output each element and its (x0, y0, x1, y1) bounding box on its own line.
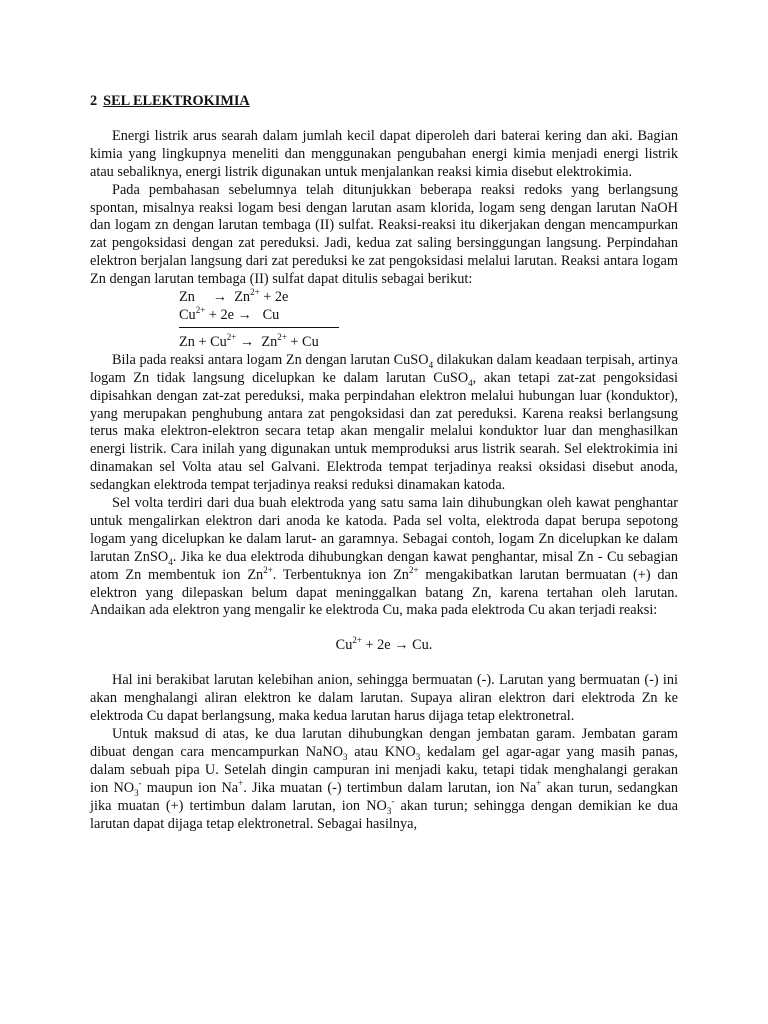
section-number: 2 (90, 93, 98, 109)
paragraph-4: Sel volta terdiri dari dua buah elektroda yang satu sama lain dihubungkan oleh kawat penghantar untuk mengalirkan elektron dari anoda ke katoda. Pada sel volta, elektroda dapat berupa sepotong logam yang dicelupkan ke dalam larut- an garamnya. Sebagai contoh, logam Zn dicelupkan ke dalam larutan ZnSO$_4$. Jika ke dua elektroda dihubungkan dengan kawat penghantar, misal Zn - Cu sebagian atom Zn membentuk ion $Zn^{2+}$. Terbentuknya ion $Zn^{2+}$ mengakibatkan larutan bermuatan (+) dan elektron yang dilepaskan belum dapat meninggalkan batang Zn, karena tertahan oleh larutan. Andaikan ada elektron yang mengalir ke elektroda Cu, maka pada elektroda Cu akan terjadi reaksi: (90, 495, 678, 619)
paragraph-6: Untuk maksud di atas, ke dua larutan dihubungkan dengan jembatan garam. Jembatan garam dibuat dengan cara mencampurkan NaNO$_3$ atau $KNO_3$ kedalam gel agar-agar yang masih panas, dalam sebuah pipa U. Setelah dingin campuran ini menjadi kaku, tetapi tidak menghalangi gerakan ion $NO_3^-$ maupun ion Na+. Jika muatan (-) tertimbun dalam larutan, ion Na+ akan turun, sedangkan jika muatan (+) tertimbun dalam larutan, ion $NO_3^-$ akan turun; sehingga dengan demikian ke dua larutan dapat dijaga tetap elektronetral. Sebagai hasilnya, (90, 726, 678, 832)
reaction-block (179, 289, 678, 352)
paragraph-3: Bila pada reaksi antara logam Zn dengan larutan CuSO$_4$ dilakukan dalam keadaan terpisah, artinya logam Zn tidak langsung dicelupkan ke dalam larutan CuSO$_4$, akan tetapi zat-zat pengoksidasi dipisahkan dengan zat-zat pereduksi, maka perpindahan elektron melalui hubungan luar (konduktor), yang merupakan penghubung antara zat pengoksidasi dan zat pereduksi. Karena reaksi berlangsung terus maka elektron-elektron secara tetap akan mengalir melalui konduktor luar dan menghasilkan energi listrik. Cara inilah yang digunakan untuk memproduksi arus listrik searah. Sel elektrokimia ini dinamakan sel Volta atau sel Galvani. Elektroda tempat terjadinya reaksi oksidasi disebut anoda, sedangkan elektroda tempat terjadinya reaksi reduksi dinamakan katoda. (90, 351, 678, 494)
paragraph-1: Energi listrik arus searah dalam jumlah kecil dapat diperoleh dari baterai kering dan aki. Bagian kimia yang lingkupnya meneliti dan menggunakan pengubahan energi kimia menjadi energi listrik atau sebaliknya, energi listrik digunakan untuk menjalankan reaksi kimia disebut elektrokimia. (90, 127, 678, 180)
document-body (90, 93, 678, 833)
equation-cathode: $Cu^{2+} + 2e \to Cu$. (335, 635, 433, 654)
section-title: SEL ELEKTROKIMIA (103, 93, 250, 109)
paragraph-2: Pada pembahasan sebelumnya telah ditunjukkan beberapa reaksi redoks yang berlangsung spontan, misalnya reaksi logam besi dengan larutan asam klorida, logam seng dengan larutan NaOH dan logam zn dengan larutan tembaga (II) sulfat. Reaksi-reaksi itu dikerjakan dengan mencampurkan zat pengoksidasi dengan zat pereduksi. Jadi, kedua zat saling bersinggungan langsung. Perpindahan elektron berjalan langsung dari zat pereduksi ke zat pengoksidasi melalui larutan. Reaksi antara logam Zn dengan larutan tembaga (II) sulfat dapat ditulis sebagai berikut: (90, 181, 678, 288)
equation-overall: $Zn + Cu^{2+} \to Zn^{2+} + Cu$ (179, 332, 319, 350)
equation-divider (179, 327, 339, 328)
paragraph-5: Hal ini berakibat larutan kelebihan anion, sehingga bermuatan (-). Larutan yang bermuatan (-) ini akan menghalangi aliran elektron ke dalam larutan. Supaya aliran elektron dari elektroda Zn ke elektroda Cu dapat berlangsung, maka kedua larutan harus dijaga tetap elektronetral. (90, 672, 678, 725)
section-heading (90, 93, 678, 111)
equation-oxidation: Zn → $Zn^{2+} + 2e$ (179, 287, 289, 306)
equation-reduction: $Cu^{2+} + 2e \to Cu$ (179, 305, 280, 323)
